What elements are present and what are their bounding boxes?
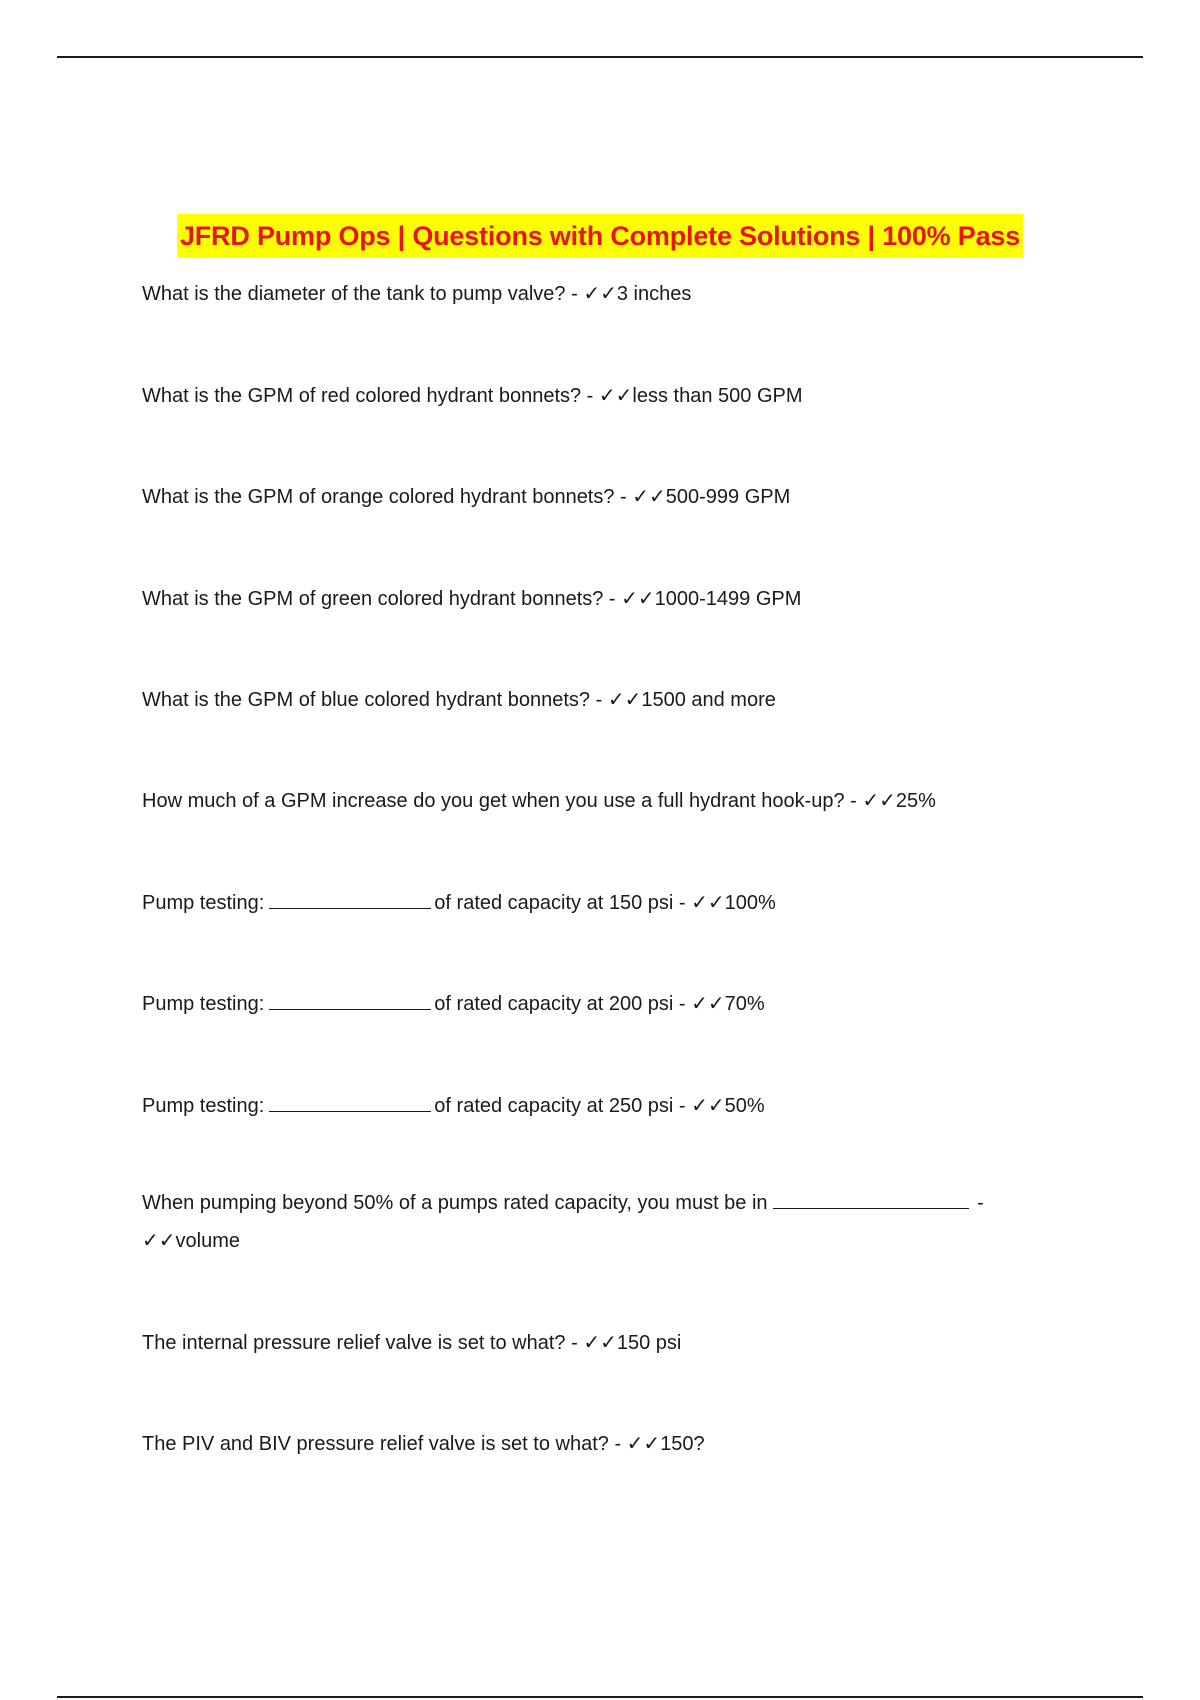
question-text: Pump testing:: [142, 993, 265, 1015]
qa-item: [142, 1324, 1052, 1362]
question-text: What is the GPM of green colored hydrant bonnets? -: [142, 588, 622, 610]
qa-item: [142, 377, 1052, 415]
fill-in-blank: [269, 1093, 431, 1112]
title-container: [0, 214, 1200, 258]
qa-item: [142, 275, 1052, 313]
question-text: What is the GPM of blue colored hydrant bonnets? -: [142, 689, 608, 711]
answer-text: 150 psi: [616, 1332, 682, 1354]
question-text: What is the diameter of the tank to pump valve? -: [142, 283, 584, 305]
question-text: What is the GPM of orange colored hydrant bonnets? -: [142, 486, 633, 508]
check-mark-icon: ✓✓: [583, 281, 617, 305]
check-mark-icon: ✓✓: [691, 1093, 725, 1117]
question-text: of rated capacity at 150 psi -: [434, 892, 692, 914]
qa-item: [142, 1425, 1052, 1463]
fill-in-blank: [269, 991, 431, 1010]
answer-text: 70%: [724, 993, 765, 1015]
answer-text: 500-999 GPM: [665, 486, 791, 508]
qa-item: [142, 1185, 1052, 1260]
question-text: The internal pressure relief valve is set to what? -: [142, 1332, 584, 1354]
question-text: Pump testing:: [142, 892, 265, 914]
answer-text: volume: [175, 1230, 240, 1252]
answer-text: 150?: [660, 1433, 705, 1455]
answer-text: 100%: [724, 892, 776, 914]
qa-item: [142, 782, 1052, 820]
answer-text: 1000-1499 GPM: [654, 588, 802, 610]
qa-item: [142, 681, 1052, 719]
answer-text: 50%: [724, 1095, 765, 1117]
question-text: When pumping beyond 50% of a pumps rated capacity, you must be in: [142, 1192, 768, 1214]
qa-item: [142, 1087, 1052, 1125]
question-text: How much of a GPM increase do you get when you use a full hydrant hook-up? -: [142, 790, 863, 812]
fill-in-blank: [269, 890, 431, 909]
qa-item: [142, 985, 1052, 1023]
document-title: JFRD Pump Ops | Questions with Complete Solutions | 100% Pass: [177, 214, 1023, 258]
check-mark-icon: ✓✓: [621, 586, 655, 610]
answer-text: 1500 and more: [641, 689, 776, 711]
check-mark-icon: ✓✓: [583, 1330, 617, 1354]
qa-item: [142, 884, 1052, 922]
qa-item: [142, 478, 1052, 516]
footer-rule: [57, 1696, 1143, 1698]
question-text: Pump testing:: [142, 1095, 265, 1117]
check-mark-icon: ✓✓: [142, 1228, 176, 1252]
check-mark-icon: ✓✓: [607, 687, 642, 711]
check-mark-icon: ✓✓: [862, 788, 896, 812]
answer-text: 3 inches: [616, 283, 692, 305]
check-mark-icon: ✓✓: [632, 484, 666, 508]
qa-item: [142, 580, 1052, 618]
check-mark-icon: ✓✓: [626, 1431, 661, 1455]
check-mark-icon: ✓✓: [691, 890, 725, 914]
header-rule: [57, 56, 1143, 58]
question-text: of rated capacity at 250 psi -: [434, 1095, 692, 1117]
question-text: The PIV and BIV pressure relief valve is set to what? -: [142, 1433, 627, 1455]
answer-text: less than 500 GPM: [632, 385, 803, 407]
fill-in-blank: [773, 1190, 969, 1209]
check-mark-icon: ✓✓: [598, 383, 633, 407]
question-text: What is the GPM of red colored hydrant bonnets? -: [142, 385, 599, 407]
answer-text: 25%: [895, 790, 936, 812]
question-text: of rated capacity at 200 psi -: [434, 993, 692, 1015]
question-text: -: [971, 1192, 984, 1214]
check-mark-icon: ✓✓: [691, 991, 725, 1015]
